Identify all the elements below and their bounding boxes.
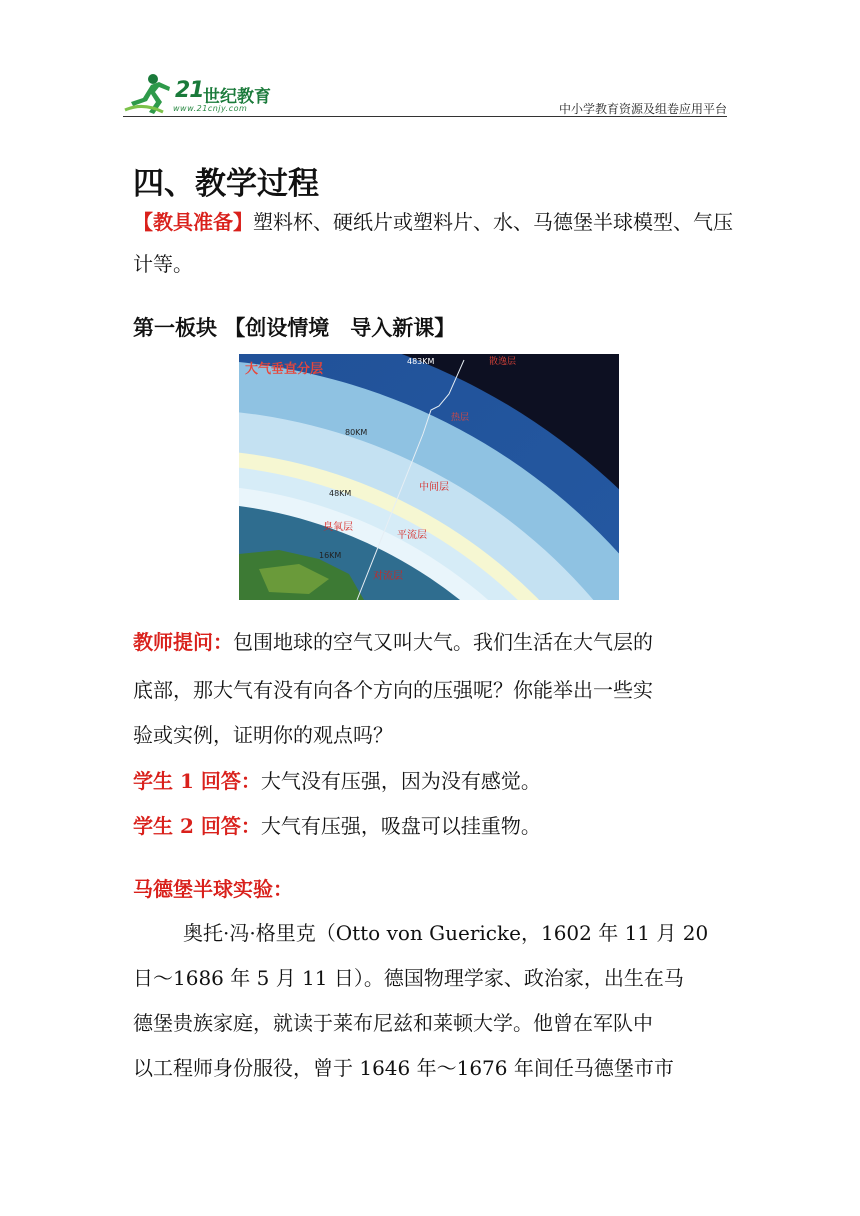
label-stratosphere: 平流层 — [397, 530, 427, 541]
site-logo[interactable] — [123, 68, 303, 118]
section-title: 四、教学过程 — [133, 166, 319, 202]
figure-title: 大气垂直分层 — [245, 362, 324, 377]
teacher-question-line1: 教师提问：包围地球的空气又叫大气。我们生活在大气层的 — [133, 630, 653, 654]
student1-label: 学生 1 回答： — [133, 769, 261, 793]
prep-label: 【教具准备】 — [133, 210, 253, 234]
label-troposphere: 对流层 — [373, 571, 403, 582]
logo-number: 21 — [175, 78, 204, 103]
teacher-label: 教师提问： — [133, 630, 233, 654]
student2-label: 学生 2 回答： — [133, 814, 261, 838]
student1-answer: 学生 1 回答：大气没有压强，因为没有感觉。 — [133, 769, 541, 793]
label-483km: 483KM — [407, 357, 435, 366]
atmosphere-diagram — [239, 354, 619, 600]
teacher-question-line2: 底部，那大气有没有向各个方向的压强呢？你能举出一些实 — [133, 678, 653, 702]
label-exosphere: 散逸层 — [489, 357, 517, 367]
logo-text: 世纪教育 — [203, 87, 271, 107]
student2-answer: 学生 2 回答：大气有压强，吸盘可以挂重物。 — [133, 814, 541, 838]
label-80km: 80KM — [345, 428, 368, 437]
block-title: 第一板块 【创设情境 导入新课】 — [133, 315, 456, 340]
prep-paragraph — [133, 201, 733, 285]
runner-icon — [123, 72, 173, 116]
logo-url: www.21cnjy.com — [173, 104, 248, 113]
label-thermosphere: 热层 — [451, 413, 470, 423]
label-ozone: 臭氧层 — [323, 522, 353, 533]
bio-line2: 日～1686 年 5 月 11 日）。德国物理学家、政治家，出生在马 — [133, 966, 684, 990]
label-16km: 16KM — [319, 551, 342, 560]
bio-line4: 以工程师身份服役，曾于 1646 年～1676 年间任马德堡市市 — [133, 1056, 674, 1080]
label-mesosphere: 中间层 — [419, 482, 449, 493]
prep-text: 塑料杯、硬纸片或塑料片、水、马德堡半球模型、气压计等。 — [133, 210, 733, 276]
header-divider — [123, 116, 727, 117]
label-48km: 48KM — [329, 489, 352, 498]
teacher-question-line3: 验或实例，证明你的观点吗？ — [133, 723, 393, 747]
bio-line1: 奥托·冯·格里克（Otto von Guericke，1602 年 11 月 20 — [183, 921, 709, 945]
bio-line3: 德堡贵族家庭，就读于莱布尼兹和莱顿大学。他曾在军队中 — [133, 1011, 653, 1035]
platform-name: 中小学教育资源及组卷应用平台 — [558, 102, 727, 116]
page-header — [123, 68, 727, 120]
experiment-title: 马德堡半球实验： — [133, 877, 293, 901]
